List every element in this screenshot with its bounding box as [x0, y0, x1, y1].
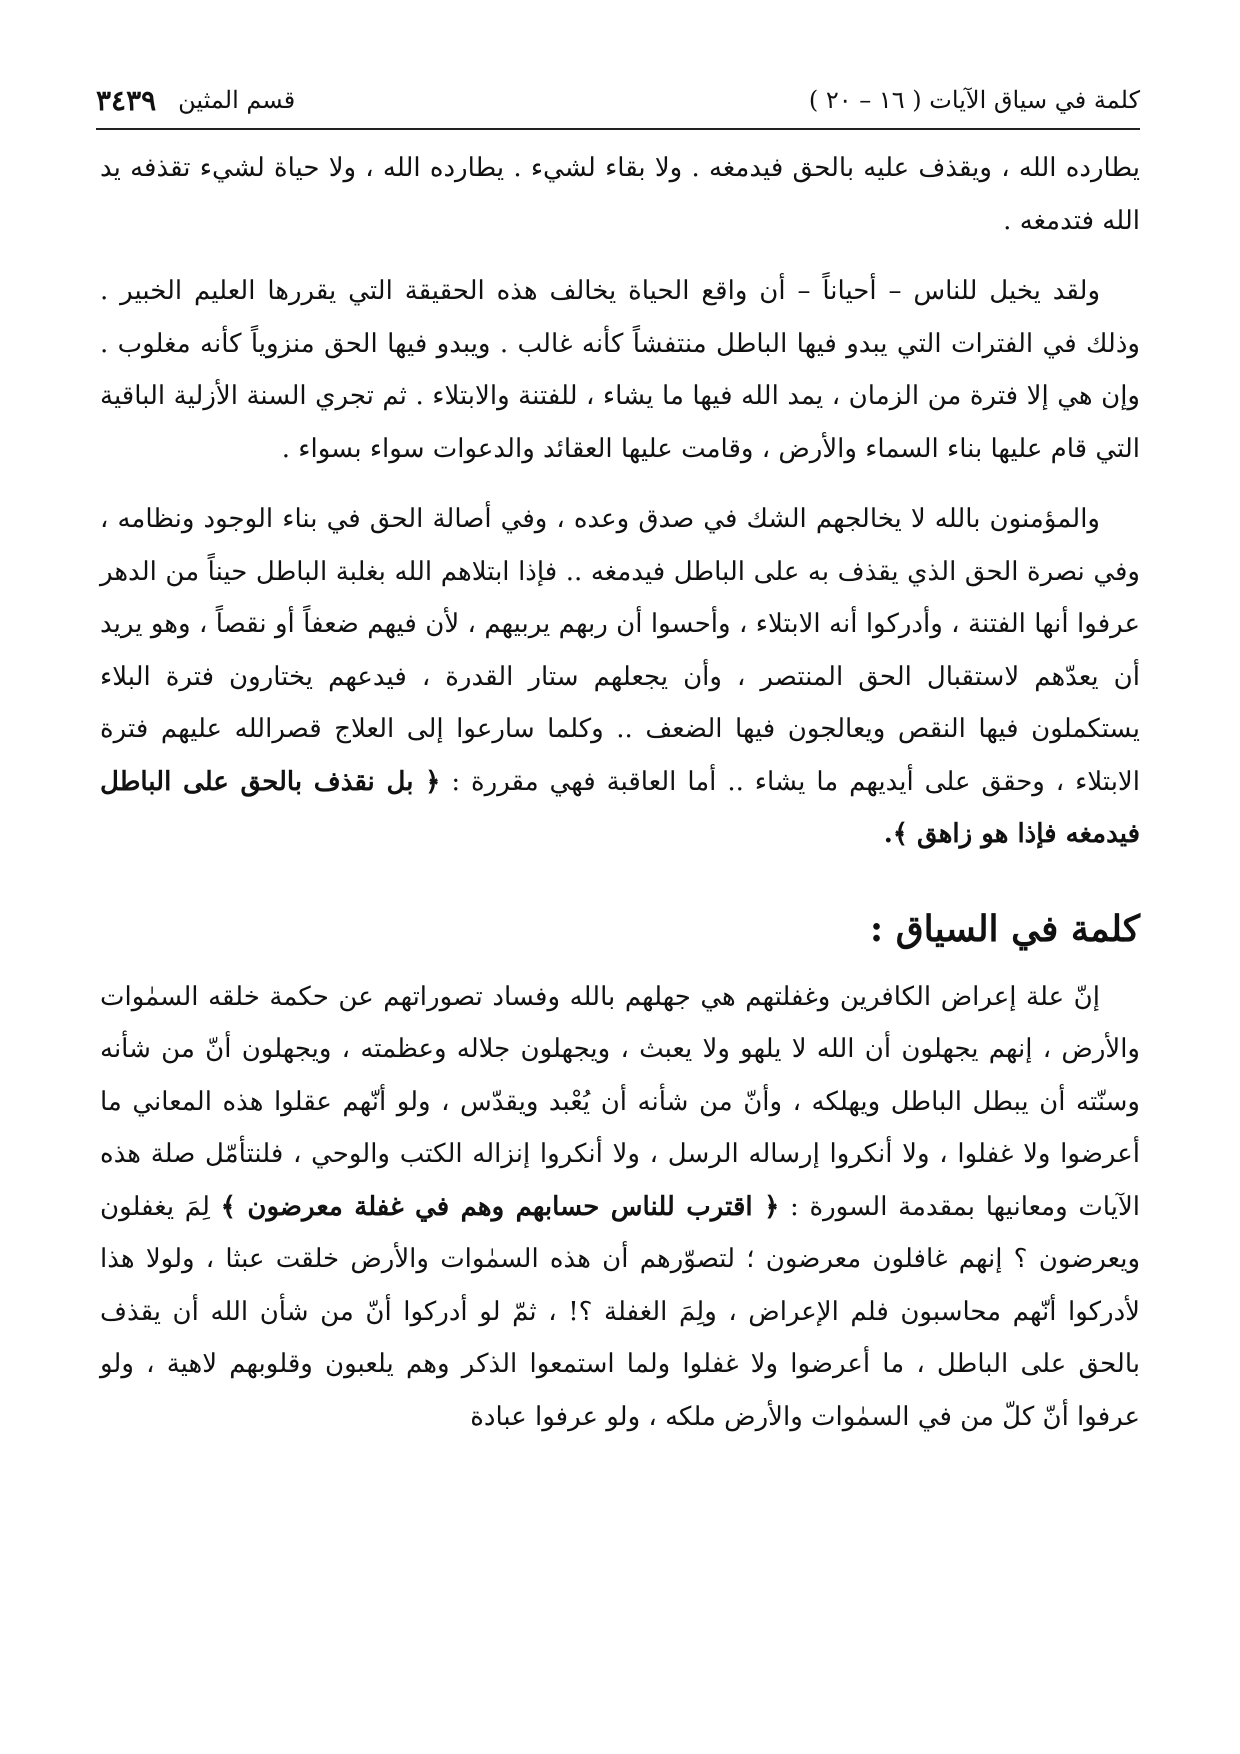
- paragraph-3: [100, 493, 1140, 861]
- section-verse: ﴿ اقترب للناس حسابهم وهم في غفلة معرضون ﴾: [220, 1191, 780, 1222]
- section-heading: كلمة في السياق :: [869, 907, 1140, 950]
- paragraph-3-text: والمؤمنون بالله لا يخالجهم الشك في صدق وعده ، وفي أصالة الحق في بناء الوجود ونظامه ، وفي نصرة الحق الذي يقذف به على الباطل فيدمغه .. فإذا ابتلاهم الله بغلبة الباطل حيناً من الدهر عرفوا أنها الفتنة ، وأدركوا أنه الابتلاء ، وأحسوا أن ربهم يربيهم ، لأن فيهم ضعفاً أو نقصاً ، وهو يريد أن يعدّهم لاستقبال الحق المنتصر ، وأن يجعلهم ستار القدرة ، فيدعهم يختارون فترة البلاء يستكملون فيها النقص ويعالجون فيها الضعف .. وكلما سارعوا إلى العلاج قصرالله عليهم فترة الابتلاء ، وحقق على أيديهم ما يشاء .. أما العاقبة فهي مقررة :: [100, 504, 1140, 797]
- section-paragraph-continuation: لِمَ يغفلون ويعرضون ؟ إنهم غافلون معرضون ؛ لتصوّرهم أن هذه السمٰوات والأرض خلقت عبثا ، ولولا هذا لأدركوا أنّهم محاسبون فلم الإعراض ، ولِمَ الغفلة ؟! ، ثمّ لو أدركوا أنّ من شأن الله أن يقذف بالحق على الباطل ، ما أعرضوا ولا غفلوا ولما استمعوا الذكر وهم يلعبون وقلوبهم لاهية ، ولو عرفوا أنّ كلّ من في السمٰوات والأرض ملكه ، ولو عرفوا عبادة: [100, 1191, 1140, 1432]
- page-number: ٣٤٣٩: [96, 83, 157, 117]
- paragraph-2: ولقد يخيل للناس – أحياناً – أن واقع الحياة يخالف هذه الحقيقة التي يقررها العليم الخبير . وذلك في الفترات التي يبدو فيها الباطل منتفشاً كأنه غالب . ويبدو فيها الحق منزوياً كأنه مغلوب . وإن هي إلا فترة من الزمان ، يمد الله فيها ما يشاء ، للفتنة والابتلاء . ثم تجري السنة الأزلية الباقية التي قام عليها بناء السماء والأرض ، وقامت عليها العقائد والدعوات سواء بسواء .: [100, 276, 1140, 464]
- running-title: كلمة في سياق الآيات ( ١٦ – ٢٠ ): [808, 86, 1140, 114]
- section-paragraph: [100, 971, 1140, 1444]
- page-info: [96, 84, 295, 117]
- page-header: [96, 78, 1140, 122]
- paragraph-1: يطارده الله ، ويقذف عليه بالحق فيدمغه . ولا بقاء لشيء . يطارده الله ، ولا حياة لشيء تقذفه يد الله فتدمغه .: [100, 153, 1140, 236]
- section-paragraph-text: إنّ علة إعراض الكافرين وغفلتهم هي جهلهم بالله وفساد تصوراتهم عن حكمة خلقه السمٰوات والأرض ، إنهم يجهلون أن الله لا يلهو ولا يعبث ، ويجهلون جلاله وعظمته ، ويجهلون أنّ من شأنه وسنّته أن يبطل الباطل ويهلكه ، وأنّ من شأنه أن يُعْبد ويقدّس ، ولو أنّهم عقلوا هذه المعاني ما أعرضوا ولا غفلوا ، ولا أنكروا إرساله الرسل ، ولا أنكروا إنزاله الكتب والوحي ، فلنتأمّل صلة هذه الآيات ومعانيها بمقدمة السورة :: [100, 981, 1141, 1222]
- header-rule: [96, 128, 1140, 130]
- section-name: قسم المثين: [178, 86, 296, 114]
- quranic-verse: ﴿ بل نقذف بالحق على الباطل فيدمغه فإذا هو زاهق ﴾.: [100, 766, 1140, 849]
- page-body: [100, 142, 1140, 1461]
